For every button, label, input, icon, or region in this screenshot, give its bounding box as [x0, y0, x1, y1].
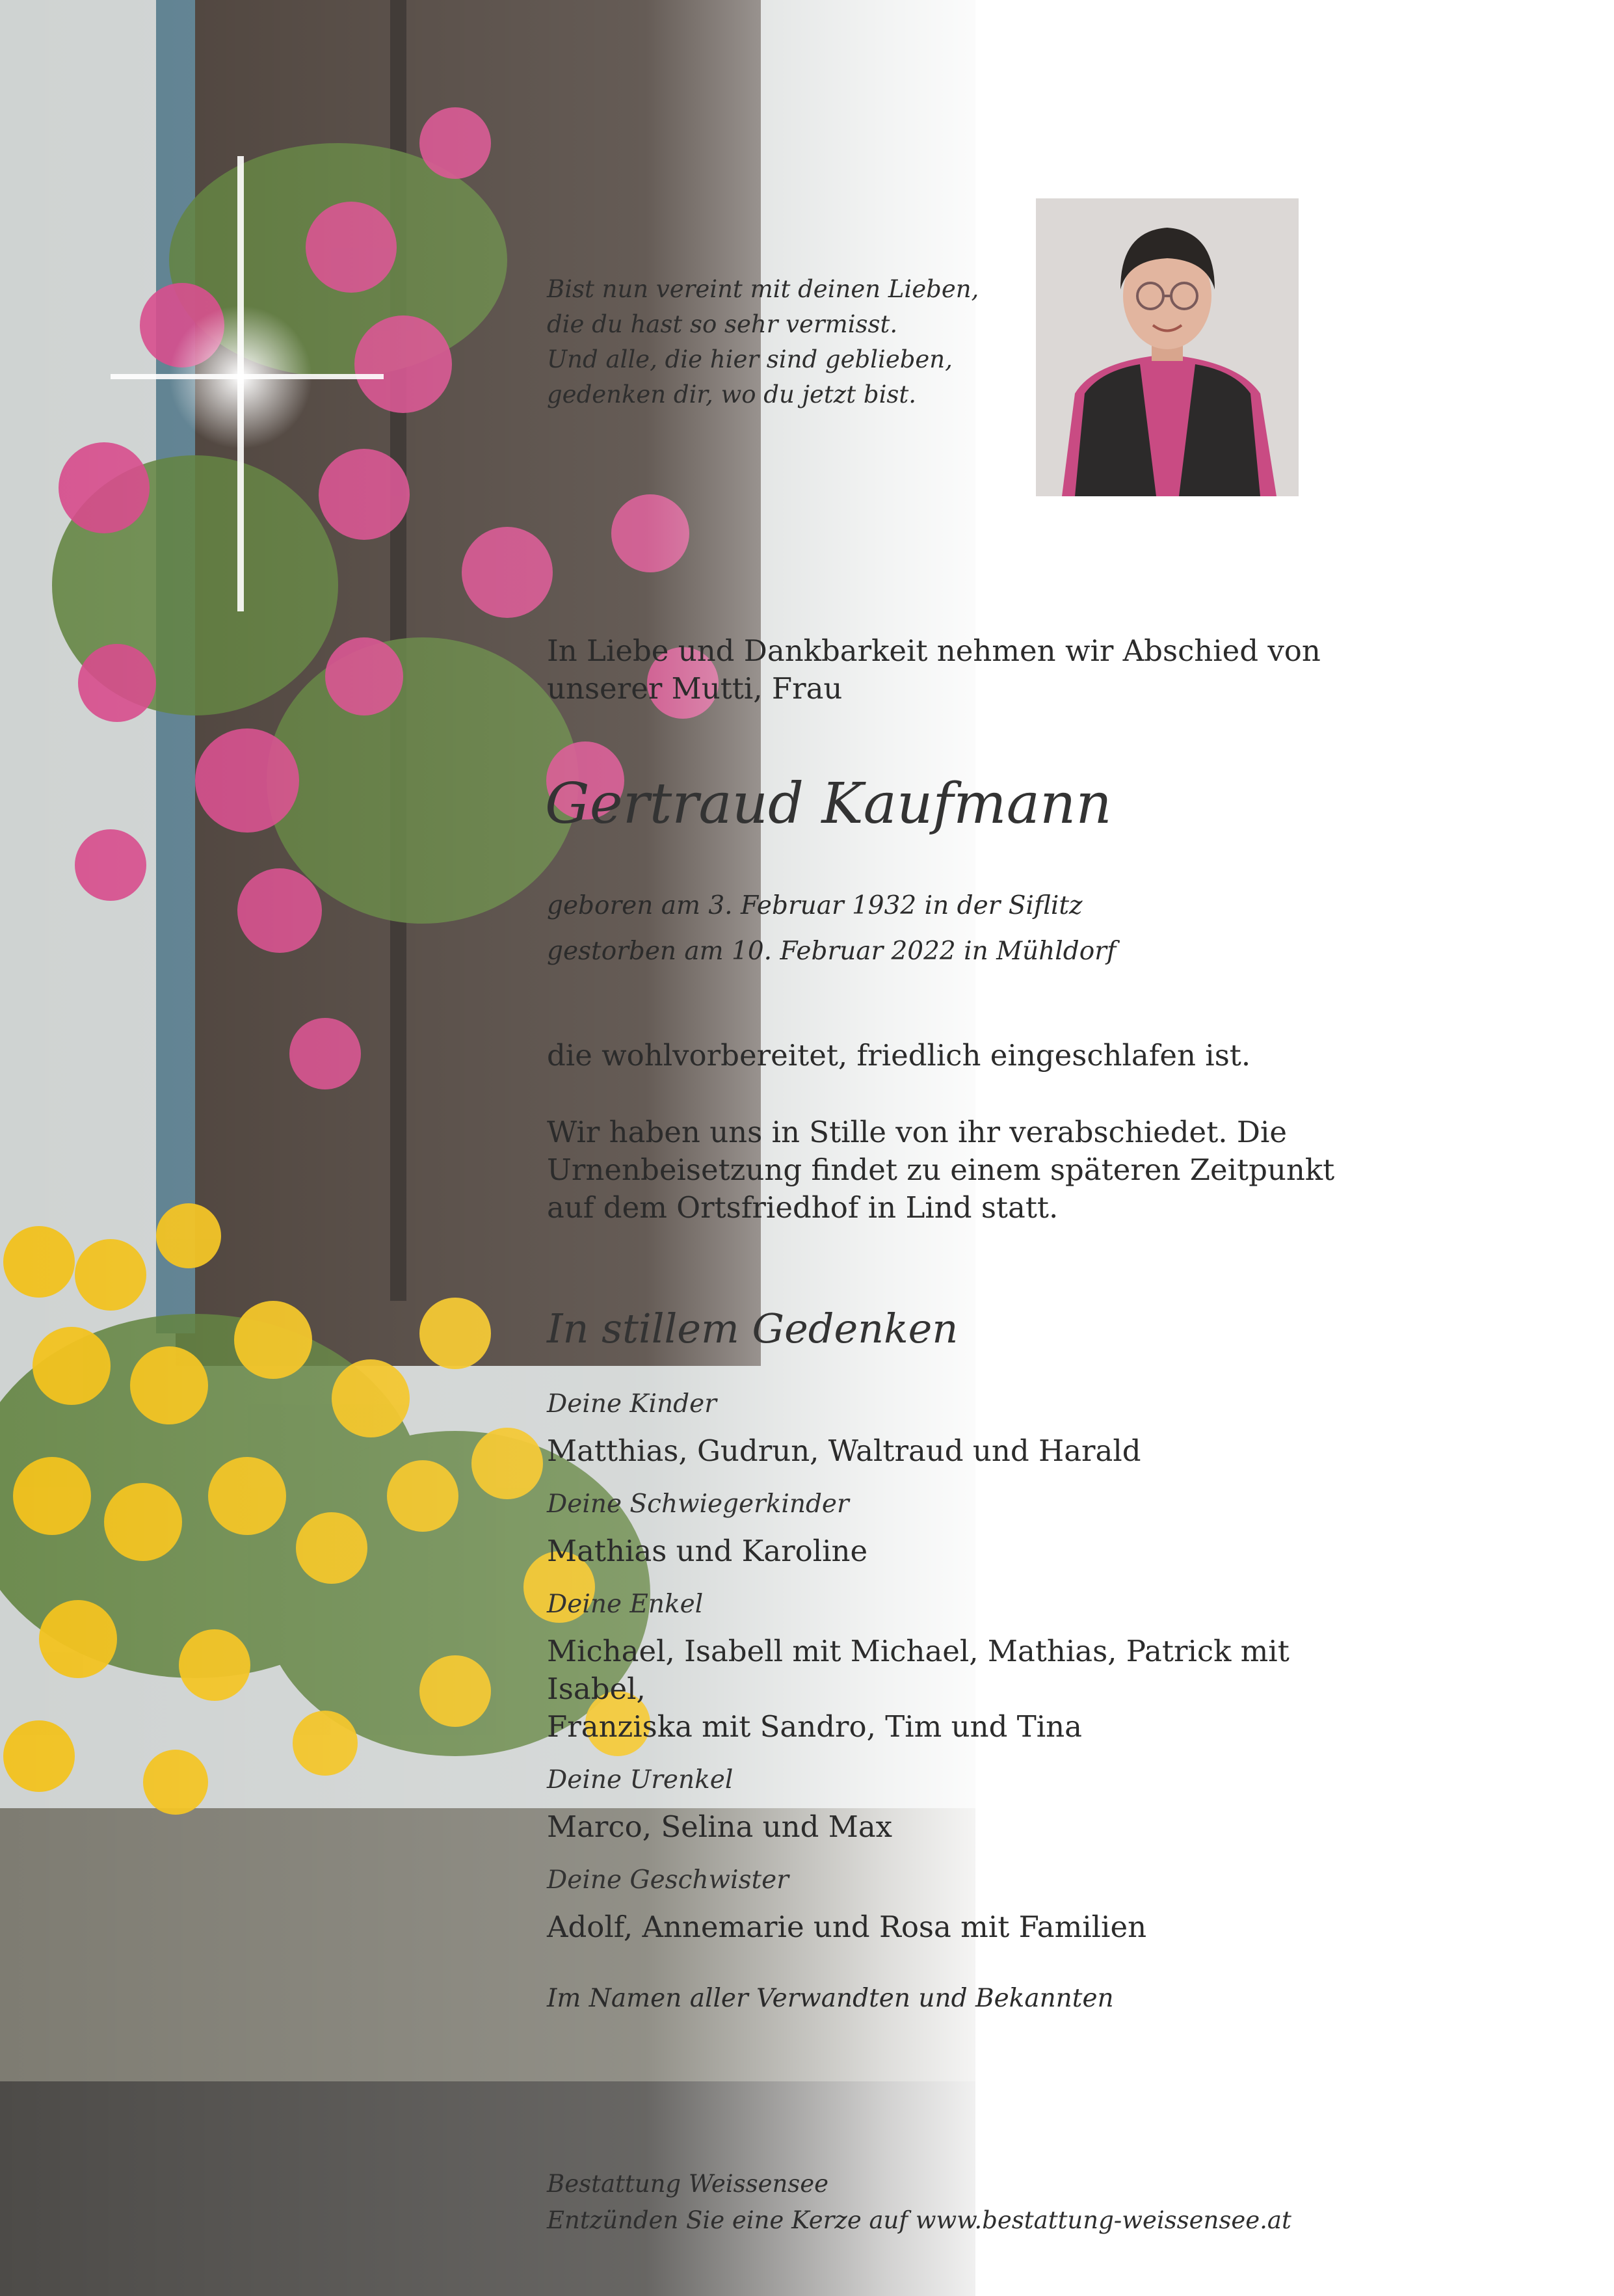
portrait-photo — [1036, 198, 1299, 496]
intro-text — [547, 632, 1321, 708]
poem-line: Und alle, die hier sind geblieben, — [547, 345, 953, 373]
death-date: gestorben am 10. Februar 2022 in Mühldorf — [547, 937, 1117, 966]
family-group — [547, 1863, 1392, 1946]
intro-line: unserer Mutti, Frau — [547, 671, 843, 706]
memorial-poem — [547, 272, 979, 412]
family-group — [547, 1587, 1392, 1746]
family-names — [547, 1808, 1392, 1846]
family-group — [547, 1763, 1392, 1846]
burial-line: Urnenbeisetzung findet zu einem späteren Zeitpunkt — [547, 1153, 1335, 1187]
passing-text: die wohlvorbereitet, friedlich eingeschlafen ist. — [547, 1038, 1251, 1073]
burial-line: auf dem Ortsfriedhof in Lind statt. — [547, 1190, 1059, 1225]
poem-line: die du hast so sehr vermisst. — [547, 310, 898, 338]
candle-link-text[interactable]: Entzünden Sie eine Kerze auf www.bestattung-weissensee.at — [547, 2206, 1291, 2234]
life-dates — [547, 883, 1116, 974]
family-names-line: Michael, Isabell mit Michael, Mathias, Patrick mit Isabel, — [547, 1634, 1290, 1706]
family-label: Deine Geschwister — [547, 1865, 789, 1895]
family-names-line: Matthias, Gudrun, Waltraud und Harald — [547, 1434, 1141, 1468]
family-label: Deine Enkel — [547, 1590, 704, 1619]
family-group — [547, 1487, 1392, 1570]
family-names-line: Marco, Selina und Max — [547, 1809, 893, 1844]
poem-line: gedenken dir, wo du jetzt bist. — [547, 380, 917, 408]
burial-text — [547, 1114, 1334, 1227]
family-names — [547, 1432, 1392, 1470]
family-names — [547, 1633, 1392, 1746]
burial-line: Wir haben uns in Stille von ihr verabschiedet. Die — [547, 1115, 1287, 1149]
family-label: Deine Schwiegerkinder — [547, 1489, 849, 1519]
family-list — [547, 1387, 1392, 1963]
family-names-line: Franziska mit Sandro, Tim und Tina — [547, 1709, 1082, 1744]
family-group — [547, 1387, 1392, 1470]
family-names — [547, 1908, 1392, 1946]
family-names-line: Mathias und Karoline — [547, 1534, 868, 1568]
poem-line: Bist nun vereint mit deinen Lieben, — [547, 275, 979, 303]
relatives-signature: Im Namen aller Verwandten und Bekannten — [547, 1984, 1114, 2013]
in-memory-heading: In stillem Gedenken — [547, 1305, 959, 1352]
family-names — [547, 1532, 1392, 1570]
footer — [547, 2166, 1291, 2239]
deceased-name: Gertraud Kaufmann — [545, 771, 1112, 836]
funeral-home-name: Bestattung Weissensee — [547, 2170, 829, 2198]
intro-line: In Liebe und Dankbarkeit nehmen wir Abschied von — [547, 634, 1321, 668]
birth-date: geboren am 3. Februar 1932 in der Siflitz — [547, 891, 1083, 920]
family-label: Deine Urenkel — [547, 1765, 734, 1795]
family-label: Deine Kinder — [547, 1389, 717, 1419]
family-names-line: Adolf, Annemarie und Rosa mit Familien — [547, 1910, 1147, 1944]
